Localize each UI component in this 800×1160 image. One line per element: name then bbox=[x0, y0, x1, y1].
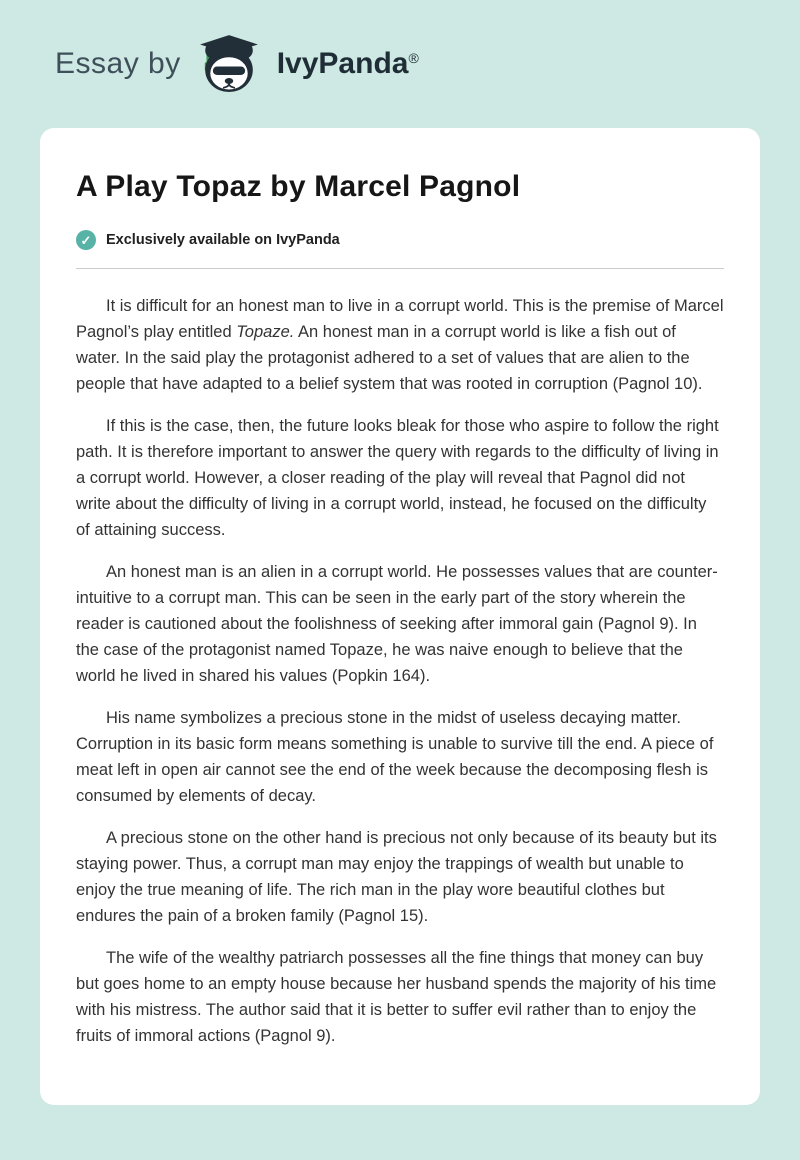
essay-paragraph bbox=[76, 559, 724, 689]
essay-paragraph bbox=[76, 945, 724, 1049]
essay-title: A Play Topaz by Marcel Pagnol bbox=[76, 170, 521, 203]
essay-paragraph bbox=[76, 293, 724, 397]
brand-text: IvyPanda bbox=[276, 47, 409, 80]
essay-paragraph bbox=[76, 825, 724, 929]
header bbox=[0, 0, 800, 128]
essay-body bbox=[76, 293, 724, 1049]
essay-paragraph bbox=[76, 413, 724, 543]
ivypanda-logo-icon bbox=[195, 33, 263, 95]
text: An honest man in a corrupt world is like a fish out of water. In the said play the protagonist adhered to a set of values that are alien to the people that have adapted to a belief system that was rooted in corruption (Pagnol 10). bbox=[76, 323, 703, 393]
essay-paragraph bbox=[76, 705, 724, 809]
header-prefix: Essay by bbox=[55, 47, 181, 80]
availability-text: Exclusively available on IvyPanda bbox=[106, 232, 340, 248]
registered-mark: ® bbox=[408, 50, 419, 66]
text: A precious stone on the other hand is precious not only because of its beauty but its staying power. Thus, a corrupt man may enjoy the trappings of wealth but unable to enjoy the true meaning of life. The rich man in the play wore beautiful clothes but endures the pain of a broken family (Pagnol 15). bbox=[76, 829, 717, 925]
text: If this is the case, then, the future looks bleak for those who aspire to follow the right path. It is therefore important to answer the query with regards to the difficulty of living in a corrupt world. However, a closer reading of the play will reveal that Pagnol did not write about the difficulty of living in a corrupt world, instead, he focused on the difficulty of attaining success. bbox=[76, 417, 719, 539]
text: An honest man is an alien in a corrupt world. He possesses values that are counter-intuitive to a corrupt man. This can be seen in the early part of the story wherein the reader is cautioned about the foolishness of seeking after immoral gain (Pagnol 9). In the case of the protagonist named Topaze, he was naive enough to believe that the world he lived in shared his values (Popkin 164). bbox=[76, 563, 718, 685]
check-icon: ✓ bbox=[76, 230, 96, 250]
text: His name symbolizes a precious stone in the midst of useless decaying matter. Corruption in its basic form means something is unable to survive till the end. A piece of meat left in open air cannot see the end of the week because the decomposing flesh is consumed by elements of decay. bbox=[76, 709, 714, 805]
availability-row bbox=[76, 230, 724, 250]
italic-text: Topaze. bbox=[236, 323, 295, 341]
brand-name bbox=[277, 47, 419, 81]
essay-card bbox=[40, 128, 760, 1105]
text: The wife of the wealthy patriarch possesses all the fine things that money can buy but goes home to an empty house because her husband spends the majority of his time with his mistress. The author said that it is better to suffer evil rather than to enjoy the fruits of immoral actions (Pagnol 9). bbox=[76, 949, 717, 1045]
text: It is difficult for an honest man to live in a corrupt world. This is the premise of Marcel Pagnol’s play entitled bbox=[76, 297, 724, 341]
divider bbox=[76, 268, 724, 269]
